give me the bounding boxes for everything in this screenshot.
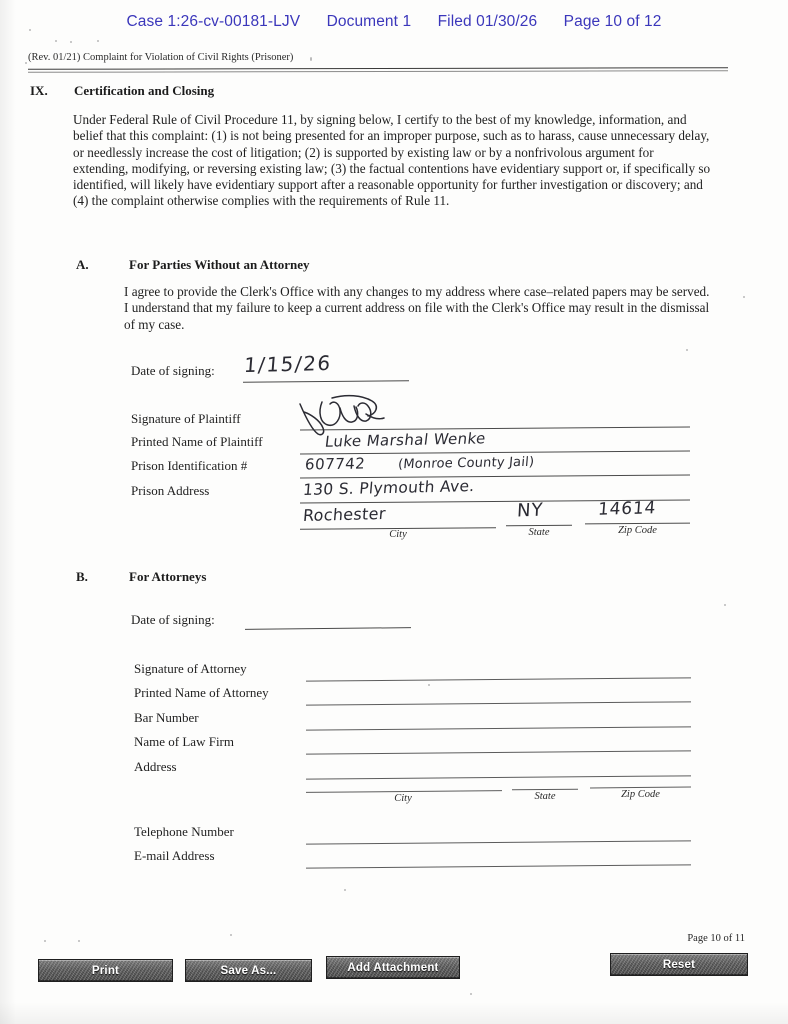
- section-a-city-sublabel: City: [389, 529, 407, 540]
- scan-speck: [686, 349, 688, 351]
- signature-of-attorney-rule[interactable]: [306, 677, 691, 681]
- attorney-address-label: Address: [134, 759, 177, 774]
- scan-edge-left: [0, 0, 16, 1024]
- form-revision-text: (Rev. 01/21) Complaint for Violation of Civil Rights (Prisoner): [28, 52, 294, 63]
- signature-of-plaintiff-label: Signature of Plaintiff: [131, 411, 241, 426]
- email-address-rule[interactable]: [306, 864, 691, 868]
- scan-speck: [44, 940, 46, 942]
- form-revision-rule-shadow: [28, 70, 728, 73]
- section-ix-number: IX.: [30, 83, 48, 98]
- section-b-state-sublabel: State: [534, 791, 556, 802]
- name-of-law-firm-label: Name of Law Firm: [134, 734, 235, 749]
- email-address-label: E-mail Address: [134, 848, 215, 863]
- ecf-page-number: Page 10 of 12: [563, 13, 662, 30]
- scan-speck: [470, 993, 472, 995]
- ecf-document-number: Document 1: [326, 13, 412, 30]
- section-a-date-rule[interactable]: [243, 380, 409, 382]
- printed-name-of-plaintiff-value[interactable]: Luke Marshal Wenke: [323, 429, 487, 451]
- section-a-state-sublabel: State: [528, 527, 550, 538]
- section-a-zip-sublabel: Zip Code: [618, 525, 657, 536]
- signature-of-attorney-label: Signature of Attorney: [134, 661, 247, 676]
- scan-speck: [230, 934, 232, 936]
- scan-speck: [743, 296, 745, 298]
- section-b-zip-sublabel: Zip Code: [621, 789, 660, 800]
- ecf-header-stamp: [0, 13, 788, 31]
- section-a-city-value[interactable]: Rochester: [302, 503, 387, 526]
- prison-identification-label: Prison Identification #: [131, 458, 248, 473]
- section-a-state-value[interactable]: NY: [516, 499, 545, 522]
- section-b-city-sublabel: City: [394, 793, 412, 804]
- form-revision-rule: [28, 67, 728, 70]
- footer-page-count: Page 10 of 11: [687, 933, 745, 944]
- print-button[interactable]: Print: [38, 959, 173, 982]
- scan-speck: [55, 40, 57, 42]
- prison-address-value[interactable]: 130 S. Plymouth Ave.: [302, 477, 476, 499]
- scan-speck: [344, 889, 346, 891]
- ecf-filed-date: Filed 01/30/26: [437, 13, 538, 30]
- scan-speck: [25, 62, 27, 64]
- telephone-number-rule[interactable]: [306, 840, 691, 844]
- prison-identification-rule[interactable]: [300, 474, 690, 478]
- printed-name-of-attorney-rule[interactable]: [306, 701, 691, 705]
- section-a-date-label: Date of signing:: [131, 363, 215, 378]
- scan-speck: [428, 684, 430, 686]
- scan-edge-bottom: [0, 1002, 788, 1024]
- add-attachment-button[interactable]: Add Attachment: [326, 956, 460, 979]
- scan-speck: [78, 940, 80, 942]
- section-a-paragraph: I agree to provide the Clerk's Office with any changes to my address where case–related papers may be served. I understand that my failure to keep a current address on file with the Clerk's Office may result in the dismissal of my case.: [124, 284, 710, 332]
- bar-number-label: Bar Number: [134, 710, 199, 725]
- section-a-title: For Parties Without an Attorney: [129, 257, 310, 272]
- telephone-number-label: Telephone Number: [134, 824, 234, 839]
- ecf-case-number: Case 1:26-cv-00181-LJV: [126, 13, 301, 30]
- section-ix-title: Certification and Closing: [74, 83, 215, 98]
- prison-identification-facility[interactable]: (Monroe County Jail): [397, 454, 535, 473]
- printed-name-of-attorney-label: Printed Name of Attorney: [134, 685, 269, 700]
- section-b-date-label: Date of signing:: [131, 612, 215, 627]
- prison-address-label: Prison Address: [131, 483, 210, 498]
- name-of-law-firm-rule[interactable]: [306, 750, 691, 754]
- section-a-letter: A.: [76, 257, 89, 272]
- printed-name-of-plaintiff-label: Printed Name of Plaintiff: [131, 434, 263, 449]
- rule-11-certification-paragraph: Under Federal Rule of Civil Procedure 11, by signing below, I certify to the best of my knowledge, information, and belief that this complaint: (1) is not being presented for an improper purpose, such as to harass, cause unnecessary delay, or needlessly increase the cost of litigation; (2) is supported by existing law or by a nonfrivolous argument for extending, modifying, or reversing existing law; (3) the factual contentions have evidentiary support or, if specifically so identified, will likely have evidentiary support after a reasonable opportunity for further investigation or discovery; and (4) the complaint otherwise complies with the requirements of Rule 11.: [73, 112, 711, 209]
- scan-speck: [70, 41, 72, 43]
- reset-button[interactable]: Reset: [610, 953, 748, 976]
- section-b-title: For Attorneys: [129, 569, 207, 584]
- scan-speck: [724, 604, 726, 606]
- form-revision-line: [28, 52, 728, 70]
- bar-number-rule[interactable]: [306, 726, 691, 730]
- section-b-letter: B.: [76, 569, 88, 584]
- save-as-button[interactable]: Save As...: [185, 959, 312, 982]
- scan-speck: [97, 40, 99, 42]
- attorney-address-rule[interactable]: [306, 775, 691, 779]
- section-a-date-value[interactable]: 1/15/26: [243, 350, 333, 378]
- section-b-date-rule[interactable]: [245, 627, 411, 630]
- signature-of-plaintiff-rule[interactable]: [300, 426, 690, 430]
- prison-identification-value[interactable]: 607742: [304, 454, 366, 474]
- section-a-zip-value[interactable]: 14614: [597, 498, 657, 520]
